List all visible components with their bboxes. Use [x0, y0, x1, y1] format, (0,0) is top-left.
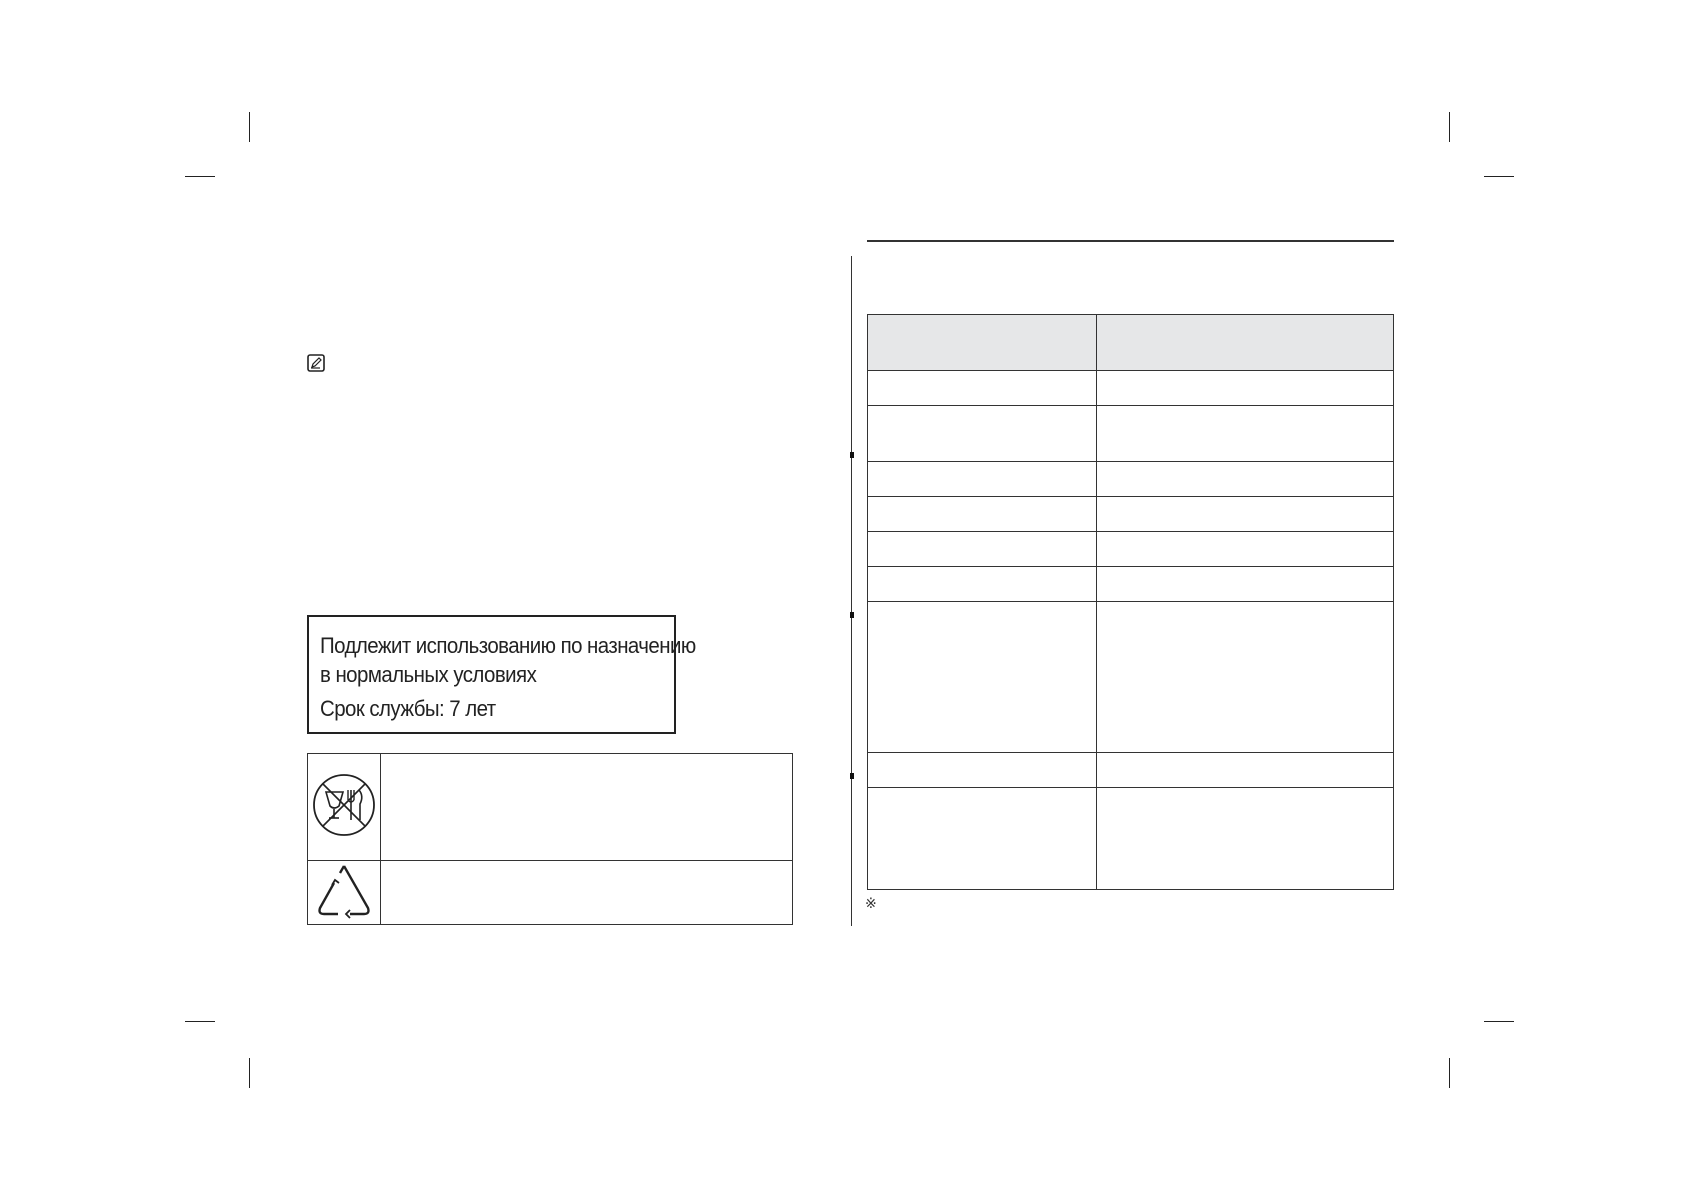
spec-row: [868, 753, 1394, 788]
crop-mark-top-right-vertical: [1449, 112, 1450, 142]
notice-line-service-life: Срок службы: 7 лет: [320, 696, 496, 721]
specifications-table: [867, 314, 1394, 890]
spec-row: [868, 788, 1394, 890]
crop-mark-top-left-vertical: [249, 112, 250, 142]
section-top-rule: [867, 240, 1394, 242]
crop-mark-top-left-horizontal: [185, 176, 215, 177]
symbol-icon-cell: [308, 861, 381, 925]
spec-row: [868, 602, 1394, 753]
spec-row: [868, 567, 1394, 602]
spec-cell: [868, 753, 1097, 788]
recycle-triangle-icon: [314, 861, 374, 919]
notice-line-conditions: в нормальных условиях: [320, 662, 537, 687]
spec-cell: [1097, 497, 1394, 532]
symbol-description-cell: [381, 754, 793, 861]
spec-cell: [868, 497, 1097, 532]
spec-cell: [1097, 602, 1394, 753]
spec-cell: [1097, 406, 1394, 462]
margin-marker: [850, 452, 854, 458]
spec-cell: [1097, 788, 1394, 890]
spec-cell: [868, 532, 1097, 567]
spec-cell: [868, 788, 1097, 890]
spec-cell: [1097, 371, 1394, 406]
spec-header-cell: [868, 315, 1097, 371]
service-life-notice: [307, 615, 696, 734]
spec-row: [868, 406, 1394, 462]
note-pencil-icon: [307, 354, 325, 372]
spec-cell: [1097, 567, 1394, 602]
spec-cell: [1097, 462, 1394, 497]
spec-row: [868, 497, 1394, 532]
crop-mark-bottom-left-horizontal: [185, 1021, 215, 1022]
spec-cell: [868, 462, 1097, 497]
crop-mark-bottom-right-horizontal: [1484, 1021, 1514, 1022]
spec-row: [868, 462, 1394, 497]
spec-cell: [1097, 532, 1394, 567]
not-for-food-contact-icon: [311, 772, 377, 838]
margin-marker: [850, 612, 854, 618]
spec-header-cell: [1097, 315, 1394, 371]
spec-cell: [868, 371, 1097, 406]
symbol-description-cell: [381, 861, 793, 925]
symbol-icon-cell: [308, 754, 381, 861]
notice-line-usage: Подлежит использованию по назначению: [320, 633, 696, 658]
spec-cell: [868, 567, 1097, 602]
spec-row: [868, 371, 1394, 406]
crop-mark-bottom-right-vertical: [1449, 1058, 1450, 1088]
spec-cell: [868, 406, 1097, 462]
column-divider: [851, 256, 852, 926]
spec-row: [868, 532, 1394, 567]
symbols-table: [307, 753, 793, 925]
symbol-row-recycle: [308, 861, 793, 925]
spec-cell: [868, 602, 1097, 753]
crop-mark-top-right-horizontal: [1484, 176, 1514, 177]
margin-marker: [850, 773, 854, 779]
symbol-row-not-food-safe: [308, 754, 793, 861]
crop-mark-bottom-left-vertical: [249, 1058, 250, 1088]
spec-cell: [1097, 753, 1394, 788]
footnote-reference-mark: ※: [865, 896, 877, 912]
spec-header-row: [868, 315, 1394, 371]
